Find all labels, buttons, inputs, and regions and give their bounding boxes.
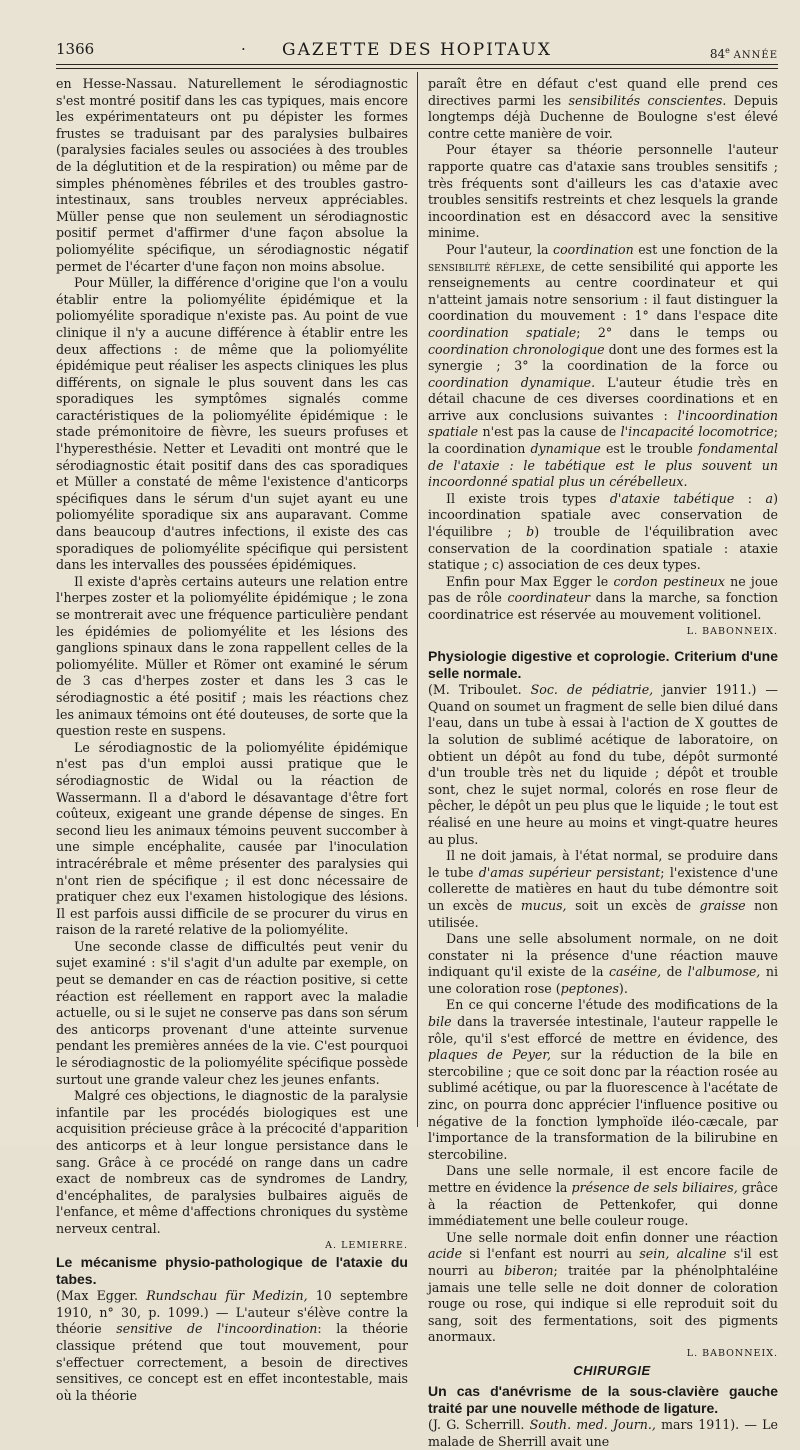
- article-title: Physiologie digestive et coprologie. Criterium d'une selle normale.: [428, 648, 778, 682]
- paragraph: en Hesse-Nassau. Naturellement le sérodiagnostic s'est montré positif dans les cas typiques, mais encore les expérimentateurs ont pu dépister les formes frustes se traduisant par des paralysies bulbaires (paralysies faciales seules ou associées à des troubles de la déglutition et de la respiration) ou même par de simples phénomènes fébriles et des troubles gastro-intestinaux, sans troubles nerveux appréciables. Müller pense que non seulement un sérodiagnostic positif permet d'affirmer d'une façon absolue la poliomyélite spécifique, un sérodiagnostic négatif permet de l'écarter d'une façon non moins absolue.: [56, 76, 408, 274]
- header-rule: [56, 64, 778, 65]
- paragraph: Pour étayer sa théorie personnelle l'auteur rapporte quatre cas d'ataxie sans troubles sensitifs ; très fréquents sont d'ailleurs les cas d'ataxie avec troubles sensitifs restreints et chez lesquels la grande incoordination est en désaccord avec la sensitive minime.: [428, 142, 778, 241]
- header-dot: ·: [241, 40, 246, 58]
- column-divider: [417, 72, 418, 1127]
- article-title: Le mécanisme physio-pathologique de l'ataxie du tabes.: [56, 1254, 408, 1288]
- article-reference: (Max Egger. Rundschau für Medizin, 10 septembre 1910, n° 30, p. 1099.) — L'auteur s'élève contre la théorie sensitive de l'incoordination: la théorie classique prétend que tout mouvement, pour s'effectuer correctement, a besoin de directives sensitives, ce concept est en effet incontestable, mais où la théorie: [56, 1288, 408, 1403]
- paragraph: Malgré ces objections, le diagnostic de la paralysie infantile par les procédés biologiques est une acquisition précieuse grâce à la précocité d'apparition des anticorps et à leur longue persistance dans le sang. Grâce à ce procédé on range dans un cadre exact de nombreux cas de syndromes de Landry, d'encéphalites, de paralysies bulbaires aiguës de l'enfance, et même d'affections chroniques du système nerveux central.: [56, 1088, 408, 1236]
- article-title: Un cas d'anévrisme de la sous-clavière gauche traité par une nouvelle méthode de ligature.: [428, 1383, 778, 1417]
- paragraph: En ce qui concerne l'étude des modifications de la bile dans la traversée intestinale, l'auteur rappelle le rôle, qu'il s'est efforcé de mettre en évidence, des plaques de Peyer, sur la réduction de la bile en stercobiline ; que ce soit donc par la réaction rosée au sublimé acétique, ou par la fluorescence à l'acétate de zinc, on pourra donc apprécier l'influence positive ou négative de la fonction lymphoïde iléo-cæcale, par l'importance de la transformation de la bilirubine en stercobiline.: [428, 997, 778, 1162]
- year-label: 84e ANNÉE: [709, 46, 778, 61]
- journal-title: GAZETTE DES HOPITAUX: [281, 40, 552, 60]
- paragraph: Il existe trois types d'ataxie tabétique : a) incoordination spatiale avec conservation de l'équilibre ; b) trouble de l'équilibration avec conservation de la coordination spatiale : ataxie statique ; c) association de ces deux types.: [428, 490, 778, 573]
- article-reference: (J. G. Scherrill. South. med. Journ., mars 1911). — Le malade de Sherrill avait une: [428, 1417, 779, 1449]
- paragraph: Il ne doit jamais, à l'état normal, se produire dans le tube d'amas supérieur persistant; l'existence d'une collerette de matières en haut du tube démontre soit un excès de mucus, soit un excès de graisse non utilisée.: [428, 848, 778, 930]
- paragraph: Il existe d'après certains auteurs une relation entre l'herpes zoster et la poliomyélite épidémique ; le zona se montrerait avec une fréquence particulière pendant les épidémies de poliomyélite et les lésions des ganglions spinaux dans le zona rappellent celles de la poliomyélite. Müller et Römer ont examiné le sérum de 3 cas d'herpes zoster et dans les 3 cas le sérodiagnostic a été positif ; mais les réactions chez les animaux témoins ont été douteuses, de sorte que la question reste en suspens.: [56, 573, 408, 739]
- paragraph: Le sérodiagnostic de la poliomyélite épidémique n'est pas d'un emploi aussi pratique que le sérodiagnostic de Widal ou la réaction de Wassermann. Il a d'abord le désavantage d'être fort coûteux, exigeant une grande dépense de singes. En second lieu les animaux témoins peuvent succomber à une simple encéphalite, causée par l'inoculation intracérébrale et même présenter des paralysies qui n'ont rien de spécifique ; il est donc nécessaire de pratiquer chez eux l'examen histologique des lésions. Il est parfois aussi difficile de se procurer du virus en raison de la rareté relative de la poliomyélite.: [56, 739, 408, 938]
- page-header: [56, 40, 778, 64]
- author-signature: A. LEMIERRE.: [325, 1239, 408, 1251]
- right-column: [428, 76, 778, 1450]
- header-rule-thin: [56, 68, 778, 69]
- paragraph: Dans une selle absolument normale, on ne doit constater ni la présence d'une réaction mauve indiquant qu'il existe de la caséine, de l'albumose, ni une coloration rose (peptones).: [428, 931, 778, 996]
- paragraph: Pour Müller, la différence d'origine que l'on a voulu établir entre la poliomyélite épidémique et la poliomyélite sporadique n'existe pas. Au point de vue clinique il n'y a aucune différence à établir entre les deux affections : de même que la poliomyélite épidémique peut réaliser les aspects cliniques les plus différents, on signale le plus souvent dans les cas sporadiques les symptômes signalés comme caractéristiques de la poliomyélite épidémique : le stade prémonitoire de fièvre, les sueurs profuses et l'hyperesthésie. Netter et Levaditi ont montré que le sérodiagnostic était positif dans des cas sporadiques et Müller a constaté de même l'existence d'anticorps spécifiques dans le sérum d'un sujet ayant eu une poliomyélite sporadique six ans auparavant. Comme dans beaucoup d'autres infections, il existe des cas sporadiques de poliomyélite spécifique qui persistent dans les intervalles des poussées épidémiques.: [56, 275, 408, 573]
- author-signature: L. BABONNEIX.: [686, 625, 778, 637]
- paragraph: paraît être en défaut c'est quand elle prend ces directives parmi les sensibilités conscientes. Depuis longtemps déjà Duchenne de Boulogne s'est élevé contre cette manière de voir.: [428, 76, 779, 141]
- left-column: [56, 76, 408, 1404]
- section-heading: CHIRURGIE: [573, 1362, 651, 1378]
- paragraph: Une selle normale doit enfin donner une réaction acide si l'enfant est nourri au sein, alcaline s'il est nourri au biberon; traitée par la phénolphtaléine jamais une telle selle ne doit donner de coloration rouge ou rose, qui indique si elle reproduit soit du sang, soit des fermentations, soit des pigments anormaux.: [428, 1229, 778, 1345]
- paragraph: Une seconde classe de difficultés peut venir du sujet examiné : s'il s'agit d'un adulte par exemple, on peut se demander en cas de réaction positive, si cette réaction est réellement en rapport avec la maladie actuelle, ou si le sujet ne conserve pas dans son sérum des anticorps provenant d'une atteinte survenue pendant les premières années de la vie. C'est pourquoi le sérodiagnostic de la poliomyélite spécifique possède surtout une grande valeur chez les jeunes enfants.: [56, 938, 408, 1087]
- page-number: 1366: [56, 40, 95, 58]
- paragraph: Pour l'auteur, la coordination est une fonction de la sensibilité réflexe, de cette sensibilité qui apporte les renseignements au centre coordinateur et qui n'atteint jamais notre sensorium : il faut distinguer la coordination du mouvement : 1° dans l'espace dite coordination spatiale; 2° dans le temps ou coordination chronologique dont une des formes est la synergie ; 3° la coordination de la force ou coordination dynamique. L'auteur étudie très en détail chacune de ces diverses coordinations et en arrive aux conclusions suivantes : l'incoordination spatiale n'est pas la cause de l'incapacité locomotrice; la coordination dynamique est le trouble fondamental de l'ataxie : le tabétique est le plus souvent un incoordonné spatial plus un cérébelleux.: [428, 241, 779, 490]
- article-reference: (M. Triboulet. Soc. de pédiatrie, janvier 1911.) — Quand on soumet un fragment de selle bien dilué dans l'eau, dans un tube à essai à l'action de X gouttes de la solution de sublimé acétique de laboratoire, on obtient un dépôt au fond du tube, dépôt surmonté d'un trouble très net du liquide ; dépôt et trouble sont, chez le sujet normal, colorés en rose fleur de pêcher, le dépôt un peu plus que le liquide ; le tout est réalisé en une heure au moins et vingt-quatre heures au plus.: [428, 682, 778, 847]
- paragraph: Dans une selle normale, il est encore facile de mettre en évidence la présence de sels biliaires, grâce à la réaction de Pettenkofer, qui donne immédiatement une belle couleur rouge.: [428, 1163, 778, 1229]
- paragraph: Enfin pour Max Egger le cordon pestineux ne joue pas de rôle coordinateur dans la marche, sa fonction coordinatrice est réservée au mouvement volitionel.: [428, 573, 778, 622]
- author-signature: L. BABONNEIX.: [686, 1347, 778, 1359]
